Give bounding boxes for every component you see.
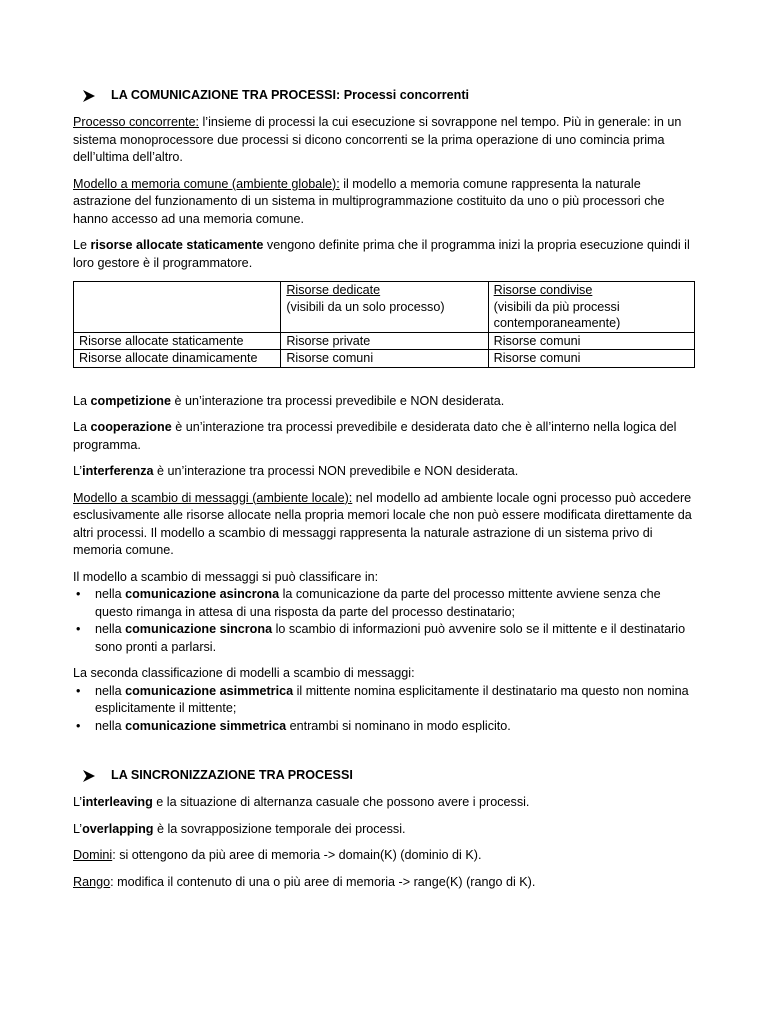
text-pre: nella (95, 718, 126, 733)
paragraph-seconda-classificazione: La seconda classificazione di modelli a scambio di messaggi: (73, 666, 415, 680)
term-label: Processo concorrente: (73, 115, 199, 129)
bold-term: comunicazione simmetrica (125, 718, 287, 733)
table-cell-empty (74, 282, 281, 333)
arrowhead-bullet-icon (82, 89, 96, 103)
section-title: LA COMUNICAZIONE TRA PROCESSI: Processi concorrenti (111, 88, 470, 103)
text-post: è un’interazione tra processi prevedibile e NON desiderata. (171, 393, 505, 408)
header-subtitle: (visibili da un solo processo) (286, 299, 445, 314)
header-subtitle: (visibili da più processi contemporaneamente) (493, 299, 621, 330)
text-pre: L’ (73, 821, 83, 836)
paragraph-text: l’insieme di processi la cui esecuzione si sovrappone nel tempo. Più in generale: in un sistema monoprocessore due processi si dicono concorrenti se la prima operazione di uno comincia prima dell’ultima dell’altro. (73, 115, 682, 164)
text-pre: nella (95, 683, 126, 698)
paragraph-risorse-statiche (73, 237, 697, 272)
bold-term: comunicazione asincrona (125, 587, 280, 601)
paragraph-classificazione: Il modello a scambio di messaggi si può classificare in: (73, 569, 379, 584)
text-post: vengono definite prima che il programma inizi la propria esecuzione quindi il loro gestore è il programmatore. (73, 238, 690, 270)
bold-term: overlapping (82, 821, 154, 836)
text-pre: nella (95, 587, 126, 601)
bold-term: interleaving (82, 795, 153, 809)
paragraph-text: nel modello ad ambiente locale ogni processo può accedere esclusivamente alle risorse allocate nella propria memori locale che non può essere modificata direttamente da altri processi. Il modello a scambio di messaggi rappresenta la naturale astrazione di un sistema privo di memoria comune. (73, 490, 692, 557)
list-classificazione (73, 586, 697, 656)
paragraph-processo-concorrente (73, 114, 697, 167)
paragraph-memoria-comune (73, 176, 697, 229)
paragraph-competizione (73, 393, 697, 411)
paragraph-interferenza (73, 463, 697, 481)
paragraph-text: : modifica il contenuto di una o più aree di memoria -> range(K) (rango di K). (110, 874, 536, 889)
text-post: è la sovrapposizione temporale dei processi. (153, 821, 406, 836)
paragraph-overlapping (73, 821, 697, 839)
bold-term: risorse allocate staticamente (90, 238, 264, 252)
list-item (73, 683, 697, 718)
list-item (73, 621, 697, 656)
text-pre: L’ (73, 795, 83, 809)
section-heading-comunicazione (73, 86, 697, 106)
term-label: Modello a memoria comune (ambiente globale): (73, 176, 340, 191)
table-header-condivise (488, 282, 694, 333)
text-post: entrambi si nominano in modo esplicito. (286, 718, 511, 733)
table-header-dedicate (281, 282, 488, 333)
section-spacer (73, 744, 697, 766)
paragraph-interleaving (73, 794, 697, 812)
paragraph-cooperazione (73, 419, 697, 454)
resources-table (73, 281, 695, 368)
text-post: la comunicazione da parte del processo mittente avviene senza che questo rimanga in attesa di una risposta da parte del processo destinatario; (95, 587, 661, 619)
term-label: Modello a scambio di messaggi (ambiente locale): (73, 490, 353, 505)
paragraph-domini (73, 847, 697, 865)
text-post: è un’interazione tra processi NON prevedibile e NON desiderata. (153, 464, 519, 478)
header-title: Risorse dedicate (286, 283, 381, 297)
table-header-row (74, 282, 695, 333)
table-cell: Risorse comuni (488, 332, 694, 350)
text-pre: Le (73, 238, 91, 252)
bold-term: comunicazione sincrona (125, 622, 273, 636)
document-content (73, 86, 697, 900)
text-pre: La (73, 393, 91, 408)
bullet-icon: • (76, 683, 81, 698)
bullet-icon: • (76, 718, 81, 733)
text-post: lo scambio di informazioni può avvenire solo se il mittente e il destinatario sono pronti a parlarsi. (95, 622, 686, 654)
term-label: Domini (73, 848, 113, 862)
table-cell: Risorse comuni (488, 350, 694, 368)
term-label: Rango (73, 874, 111, 889)
bold-term: competizione (90, 393, 171, 408)
bullet-icon: • (76, 587, 81, 601)
bold-term: comunicazione asimmetrica (125, 683, 294, 698)
table-row (74, 350, 695, 368)
bold-term: interferenza (82, 464, 154, 478)
table-cell: Risorse comuni (281, 350, 488, 368)
table-cell: Risorse allocate dinamicamente (74, 350, 281, 368)
table-cell: Risorse allocate staticamente (74, 332, 281, 350)
paragraph-text: : si ottengono da più aree di memoria -> domain(K) (dominio di K). (112, 848, 482, 862)
list-seconda-classificazione (73, 683, 697, 736)
list-item (73, 718, 697, 736)
text-post: il mittente nomina esplicitamente il destinatario ma questo non nomina esplicitamente il mittente; (95, 683, 689, 715)
table-row (74, 332, 695, 350)
bold-term: cooperazione (90, 420, 172, 434)
paragraph-scambio-messaggi (73, 490, 697, 560)
text-pre: nella (95, 622, 126, 636)
paragraph-text: il modello a memoria comune rappresenta la naturale astrazione del funzionamento di un sistema in multiprogrammazione costituito da uno o più processori che hanno accesso ad una memoria comune. (73, 176, 665, 226)
paragraph-rango (73, 874, 697, 892)
list-item (73, 586, 697, 621)
bullet-icon: • (76, 622, 81, 636)
header-title: Risorse condivise (493, 283, 593, 297)
arrowhead-bullet-icon (82, 769, 96, 783)
text-pre: La (73, 420, 91, 434)
section-heading-sincronizzazione (73, 766, 697, 786)
text-post: è un’interazione tra processi prevedibile e desiderata dato che è all’interno nella logica del programma. (73, 420, 677, 452)
section-title: LA SINCRONIZZAZIONE TRA PROCESSI (111, 768, 353, 783)
text-pre: L’ (73, 464, 83, 478)
table-cell: Risorse private (281, 332, 488, 350)
text-post: e la situazione di alternanza casuale che possono avere i processi. (152, 795, 530, 809)
